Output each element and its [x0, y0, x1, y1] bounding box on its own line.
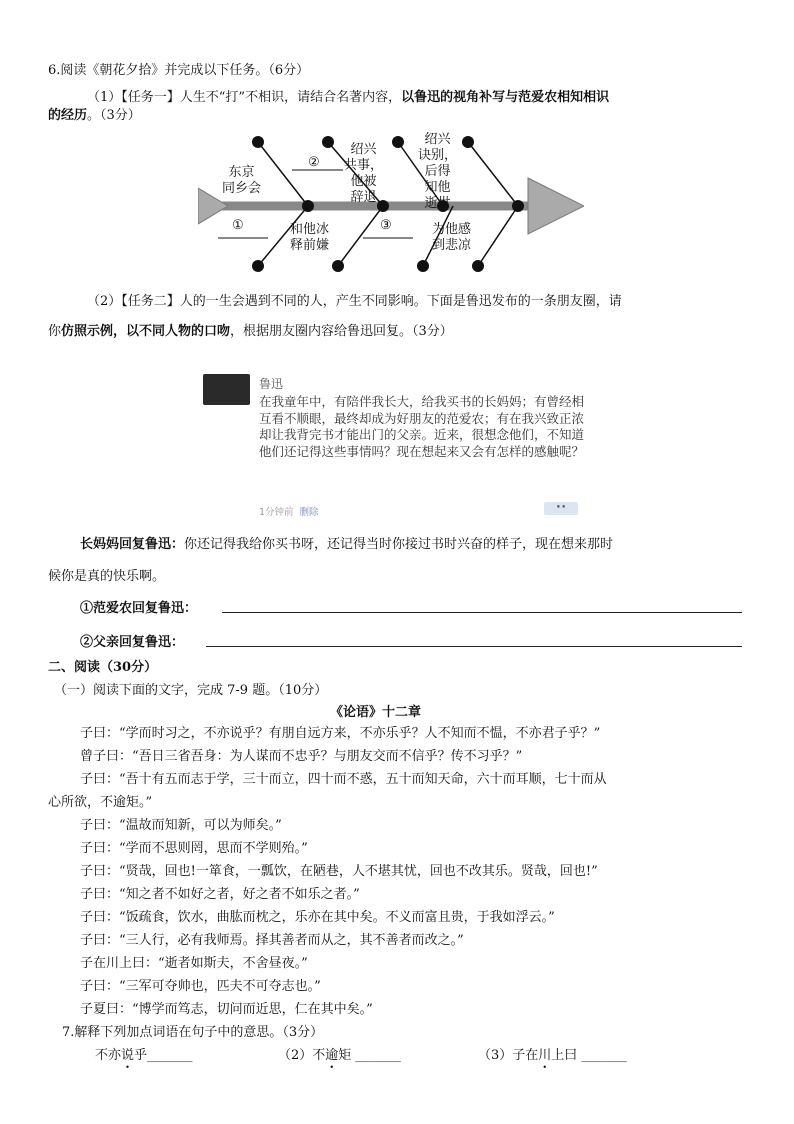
question-6-title: 6.阅读《朝花夕拾》并完成以下任务。（6分） — [48, 63, 310, 78]
example-reply-text: 你还记得我给你买书呀，还记得当时你接过书时兴奋的样子，现在想来那时 — [184, 537, 614, 552]
label-reconcile: 和他冰 释前嫌 — [290, 222, 330, 253]
delete-link[interactable]: 删除 — [299, 507, 319, 518]
q7-item-3-post: 上曰 _______ — [551, 1048, 627, 1063]
task1-intro: （1）【任务一】人生不“打”不相识，请结合名著内容， — [87, 90, 402, 105]
task2-you: 你 — [48, 324, 62, 339]
task1-score: 。（3分） — [87, 108, 141, 123]
q7-item-1-pre: 不亦 — [95, 1048, 122, 1063]
passage-line: 子曰：“温故而知新，可以为师矣。” — [80, 818, 282, 833]
reply-1-answer-line[interactable] — [222, 612, 742, 613]
dot — [252, 260, 264, 272]
dot — [322, 136, 334, 148]
q7-item-1-dotted: 说 — [121, 1048, 135, 1063]
q7-item-1 — [95, 1044, 193, 1063]
example-reply-label: 长妈妈回复鲁迅： — [80, 537, 185, 552]
task2-emphasis: 仿照示例，以不同人物的口吻 — [61, 324, 231, 339]
post-body: 在我童年中，有陪伴我长大，给我买书的长妈妈；有曾经相互看不顺眼，最终却成为好朋友的范爱农；有在我兴致正浓却让我背完书才能出门的父亲。近来，很想念他们，不知道他们还记得这些事情吗？现在想起来又会有怎样的感触呢？ — [259, 394, 585, 459]
section-2-heading: 二、阅读（30分） — [48, 660, 158, 675]
reply-1-label: ①范爱农回复鲁迅： — [80, 601, 198, 616]
post-meta — [259, 504, 319, 518]
passage-line: 子在川上曰：“逝者如斯夫，不舍昼夜。” — [80, 956, 308, 971]
task1-emphasis: 以鲁迅的视角补写与范爱农相知相识 — [401, 90, 610, 105]
dot — [417, 260, 429, 272]
comment-button[interactable]: •• — [544, 502, 578, 515]
fishbone-diagram — [198, 130, 584, 274]
fishbone-head — [528, 178, 584, 234]
bone-upper-1 — [258, 142, 308, 206]
q7-item-2-pre: （2）不 — [278, 1048, 326, 1063]
reply-2-label: ②父亲回复鲁迅： — [80, 635, 185, 650]
task2-line2 — [48, 320, 453, 339]
post-time: 1分钟前 — [259, 507, 294, 518]
question-7-title: 7.解释下列加点词语在句子中的意思。（3分） — [62, 1025, 324, 1040]
label-shaoxing-work: 绍兴 共事， 他被 辞退 — [344, 142, 384, 205]
dot — [472, 260, 484, 272]
dot — [252, 136, 264, 148]
passage-line: 子曰：“学而不思则罔，思而不学则殆。” — [80, 841, 308, 856]
passage-line: 曾子曰：“吾日三省吾身：为人谋而不忠乎？与朋友交而不信乎？传不习乎？” — [80, 749, 523, 764]
passage-line: 子曰：“贤哉，回也!一箪食，一瓢饮，在陋巷，人不堪其忧，回也不改其乐。贤哉，回也!” — [80, 864, 598, 879]
passage-line: 子曰：“饭疏食，饮水，曲肱而枕之，乐亦在其中矣。不义而富且贵，于我如浮云。” — [80, 910, 555, 925]
task1-line1 — [87, 86, 609, 105]
moments-post — [203, 374, 593, 516]
post-author: 鲁迅 — [259, 377, 284, 391]
passage-line: 子曰：“三军可夺帅也，匹夫不可夺志也。” — [80, 979, 321, 994]
dot — [332, 260, 344, 272]
bone-lower-2 — [338, 206, 383, 266]
label-tokyo: 东京 同乡会 — [222, 165, 262, 196]
label-blank-1: ① — [232, 218, 244, 233]
passage-line: 心所欲，不逾矩。” — [48, 795, 153, 810]
avatar — [203, 374, 250, 405]
dot — [302, 200, 314, 212]
q7-item-1-post: 乎_______ — [134, 1048, 193, 1063]
section-2-sub: （一）阅读下面的文字，完成 7-9 题。（10分） — [54, 683, 328, 698]
passage-line: 子曰：“吾十有五而志于学，三十而立，四十而不惑，五十而知天命，六十而耳顺，七十而从 — [80, 772, 607, 787]
task1-emphasis-cont: 的经历 — [48, 108, 88, 123]
q7-item-3-pre: （3）子在 — [478, 1048, 539, 1063]
task2-line1: （2）【任务二】人的一生会遇到不同的人，产生不同影响。下面是鲁迅发布的一条朋友圈，请 — [87, 294, 622, 309]
bone-upper-4 — [468, 142, 518, 206]
task2-rest: ，根据朋友圈内容给鲁迅回复。（3分） — [230, 324, 453, 339]
q7-item-2-post: 矩 _______ — [338, 1048, 401, 1063]
q7-item-3-dotted: 川 — [538, 1048, 552, 1063]
q7-item-2 — [278, 1044, 401, 1063]
label-shaoxing-farewell: 绍兴 诀别， 后得 知他 逝世 — [418, 132, 458, 211]
dot — [462, 136, 474, 148]
passage-title: 《论语》十二章 — [330, 705, 422, 720]
q7-item-3 — [478, 1044, 627, 1063]
task1-line2 — [48, 104, 141, 123]
label-blank-3: ③ — [380, 218, 392, 233]
dot — [392, 136, 404, 148]
passage-line: 子曰：“学而时习之，不亦说乎？有朋自远方来，不亦乐乎？人不知而不愠，不亦君子乎？” — [80, 726, 601, 741]
q7-item-2-dotted: 逾 — [325, 1048, 339, 1063]
reply-2-answer-line[interactable] — [206, 646, 742, 647]
label-sad: 为他感 到悲凉 — [432, 222, 472, 253]
passage-line: 子曰：“三人行，必有我师焉。择其善者而从之，其不善者而改之。” — [80, 933, 464, 948]
passage-line: 子夏曰：“博学而笃志，切问而近思，仁在其中矣。” — [80, 1002, 373, 1017]
dot — [512, 200, 524, 212]
passage-line: 子曰：“知之者不如好之者，好之者不如乐之者。” — [80, 887, 360, 902]
bone-lower-4 — [478, 206, 518, 266]
example-reply-line2: 候你是真的快乐啊。 — [48, 569, 166, 584]
label-blank-2: ② — [308, 155, 320, 170]
example-reply-line1 — [80, 533, 613, 552]
